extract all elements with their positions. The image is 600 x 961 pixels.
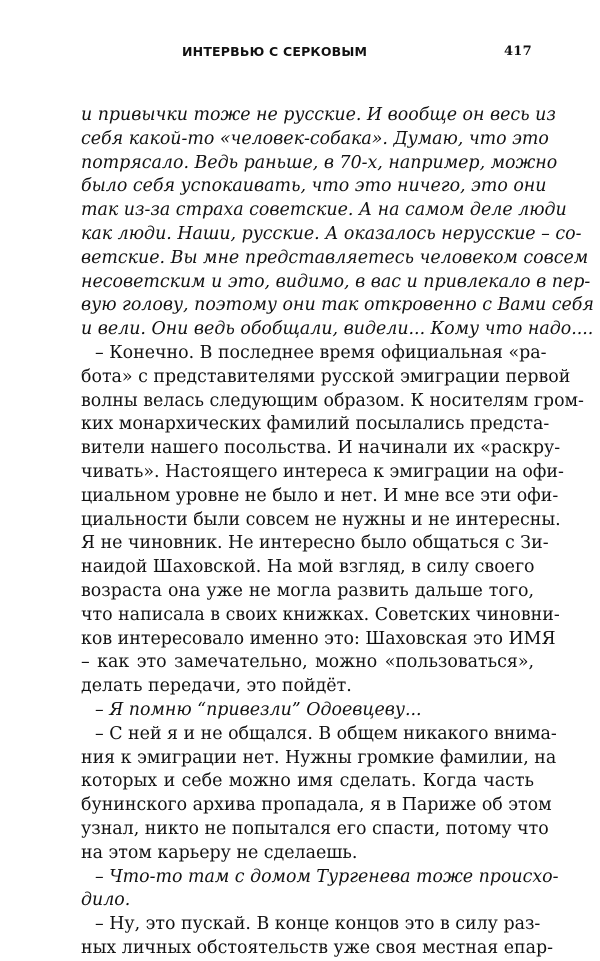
- text-line: узнал, никто не попытался его спасти, потому что: [81, 818, 549, 839]
- text-line: и вели. Они ведь обобщали, видели... Кому что надо....: [81, 319, 594, 340]
- text-line: было себя успокаивать, что это ничего, это они: [81, 176, 547, 197]
- text-line: ния к эмиграции нет. Нужны громкие фамилии, на: [81, 747, 557, 768]
- text-line: чивать». Настоящего интереса к эмиграции на офи-: [81, 461, 564, 482]
- text-line: ных личных обстоятельств уже своя местная епар-: [81, 937, 553, 958]
- running-head: [78, 44, 532, 64]
- text-line: которых и себе можно имя сделать. Когда часть: [81, 771, 534, 792]
- running-title: ИНТЕРВЬЮ С СЕРКОВЫМ: [182, 44, 368, 59]
- text-line: дило.: [81, 890, 131, 911]
- text-line: несоветским и это, видимо, в вас и привлекало в пер-: [81, 271, 591, 292]
- text-line: так из-за страха советские. А на самом деле люди: [81, 200, 567, 221]
- text-line: вую голову, поэтому они так откровенно с Вами себя: [81, 295, 594, 316]
- text-line: на этом карьеру не сделаешь.: [81, 842, 358, 863]
- text-line: волны велась следующим образом. К носителям гром-: [81, 390, 584, 411]
- text-line: себя какой-то «человек-собака». Думаю, что это: [81, 128, 549, 149]
- page-number: 417: [503, 44, 532, 59]
- text-line: вители нашего посольства. И начинали их «раскру-: [81, 438, 561, 459]
- text-line: ков интересовало именно это: Шаховская это ИМЯ: [81, 628, 556, 649]
- text-line: делать передачи, это пойдёт.: [81, 676, 352, 697]
- text-line: – Я помню “привезли” Одоевцеву...: [95, 699, 422, 720]
- body-text: [81, 104, 594, 961]
- text-line: – С ней я и не общался. В общем никакого внима-: [95, 723, 557, 744]
- text-line: бунинского архива пропадала, я в Париже об этом: [81, 795, 552, 816]
- text-line: циальности были совсем не нужны и не интересны.: [81, 509, 561, 530]
- text-line: – Ну, это пускай. В конце концов это в силу раз-: [95, 914, 541, 935]
- text-line: – как это замечательно, можно «пользоваться»,: [81, 652, 534, 673]
- text-line: – Что-то там с домом Тургенева тоже происхо-: [95, 866, 559, 887]
- text-line: Я не чиновник. Не интересно было общаться с Зи-: [81, 533, 549, 554]
- text-line: циальном уровне не было и нет. И мне все эти офи-: [81, 485, 559, 506]
- text-line: ветские. Вы мне представляетесь человеком совсем: [81, 247, 589, 268]
- text-line: возраста она уже не могла развить дальше того,: [81, 580, 534, 601]
- text-line: наидой Шаховской. На мой взгляд, в силу своего: [81, 557, 535, 578]
- text-line: – Конечно. В последнее время официальная «ра-: [95, 342, 547, 363]
- text-line: как люди. Наши, русские. А оказалось нерусские – со-: [81, 223, 582, 244]
- text-line: и привычки тоже не русские. И вообще он весь из: [81, 105, 556, 125]
- text-line: ких монархических фамилий посылались предста-: [81, 414, 550, 435]
- text-line: что написала в своих книжках. Советских чиновни-: [81, 604, 560, 625]
- text-line: потрясало. Ведь раньше, в 70-х, например, можно: [81, 152, 558, 173]
- text-line: бота» с представителями русской эмиграции первой: [81, 366, 571, 387]
